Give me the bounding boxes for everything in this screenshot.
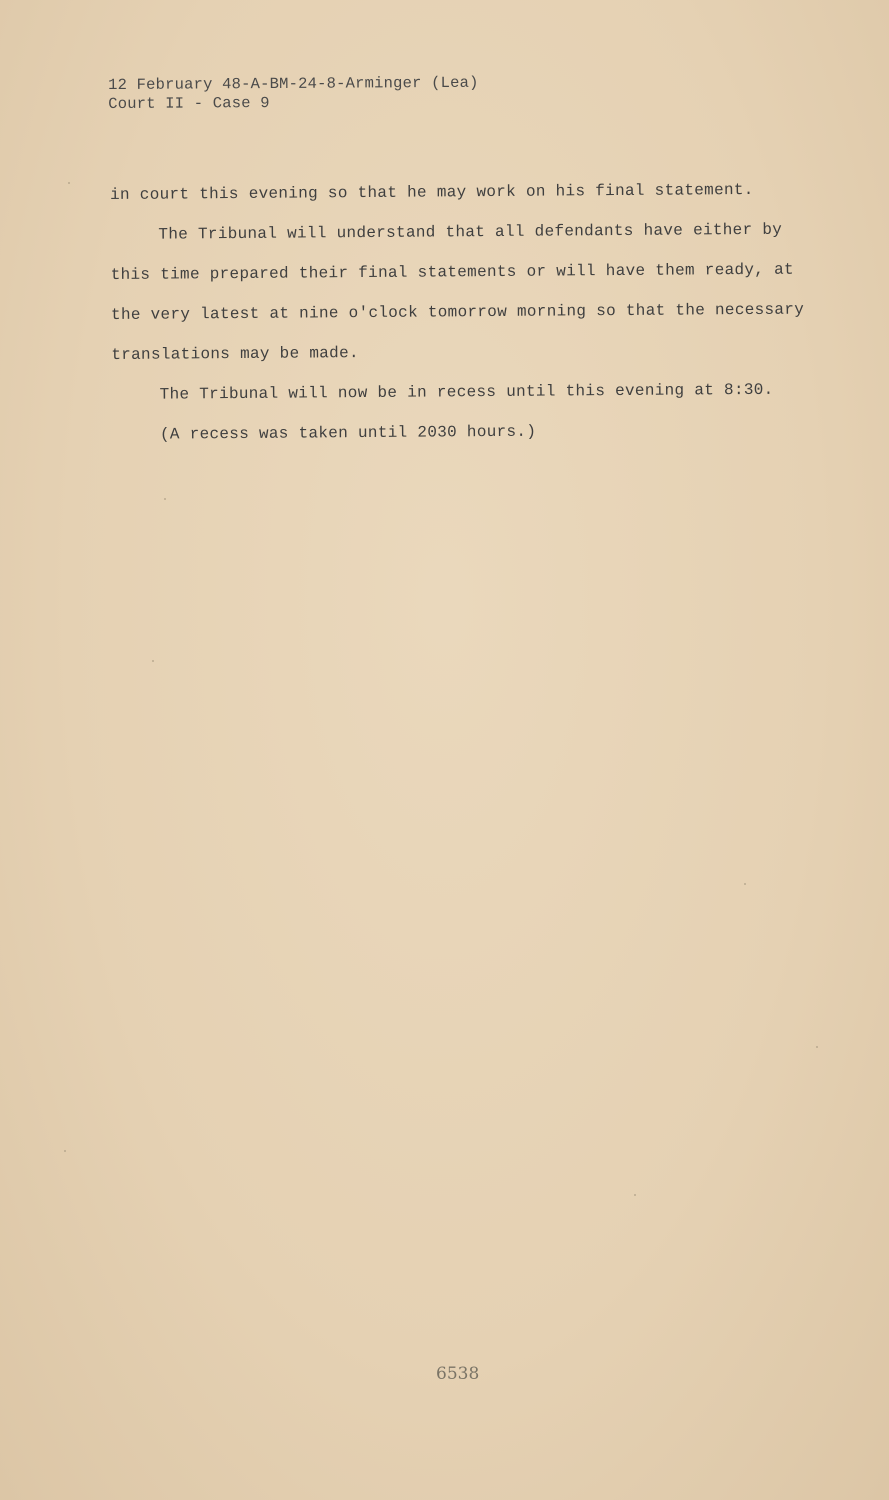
paper-speck bbox=[152, 660, 154, 662]
body-line-6: The Tribunal will now be in recess until this evening at 8:30. bbox=[159, 380, 774, 404]
paper-speck bbox=[816, 1046, 818, 1048]
body-line-2: The Tribunal will understand that all defendants have either by bbox=[158, 220, 783, 244]
document-header bbox=[108, 74, 479, 114]
paper-speck bbox=[634, 1194, 636, 1196]
paper-speck bbox=[164, 498, 166, 500]
body-line-5: translations may be made. bbox=[111, 344, 359, 364]
page-number: 6538 bbox=[436, 1364, 480, 1384]
body-line-7: (A recess was taken until 2030 hours.) bbox=[159, 422, 537, 444]
header-date-line: 12 February 48-A-BM-24-8-Arminger (Lea) bbox=[108, 73, 479, 94]
paper-speck bbox=[68, 182, 70, 184]
header-court-line: Court II - Case 9 bbox=[108, 94, 270, 113]
paper-speck bbox=[64, 1150, 66, 1152]
body-line-4: the very latest at nine o'clock tomorrow morning so that the necessary bbox=[110, 300, 805, 324]
body-line-1: in court this evening so that he may work on his final statement. bbox=[110, 180, 754, 204]
body-line-3: this time prepared their final statements or will have them ready, at bbox=[110, 260, 794, 284]
paper-speck bbox=[744, 883, 746, 885]
